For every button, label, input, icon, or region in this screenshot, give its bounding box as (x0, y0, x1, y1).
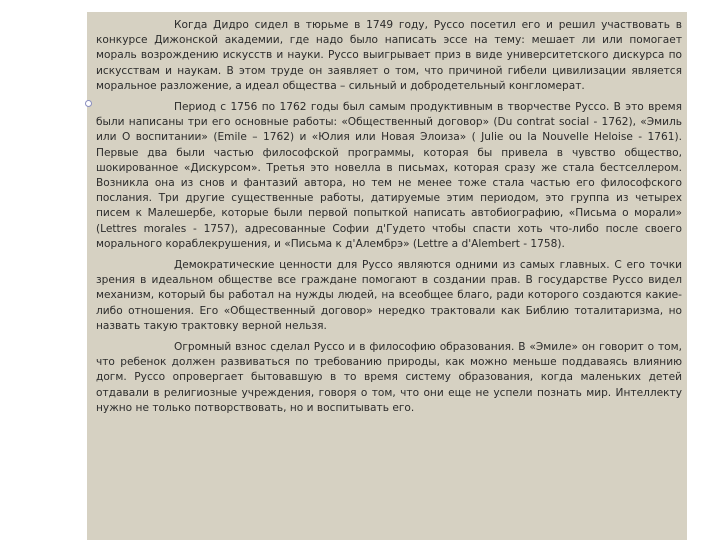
bullet-circle-icon (85, 100, 92, 107)
paragraph-democratic-values: Демократические ценности для Руссо являются одними из самых главных. С его точки зрения в идеальном обществе все граждане помогают в создании прав. В государстве Руссо видел механизм, который бы работал на нужды людей, на всеобщее благо, ради которого создаются какие-либо отношения. Его «Общественный договор» нередко трактовали как Библию тоталитаризма, но назвать такую трактовку верной нельзя. (96, 259, 682, 332)
paragraph-education-philosophy: Огромный взнос сделал Руссо и в философию образования. В «Эмиле» он говорит о том, что ребенок должен развиваться по требованию природы, как можно меньше поддаваясь влиянию догм. Руссо опровергает бытовавшую в то время систему образования, когда маленьких детей отдавали в религиозные учреждения, говоря о том, что они еще не успели познать мир. Интеллекту нужно не только потворствовать, но и воспитывать его. (96, 341, 682, 414)
paragraph-productive-period: Период с 1756 по 1762 годы был самым продуктивным в творчестве Руссо. В это время были написаны три его основные работы: «Общественный договор» (Du contrat social - 1762), «Эмиль или О воспитании» (Emile – 1762) и «Юлия или Новая Элоиза» ( Julie ou la Nouvelle Heloise - 1761). Первые два были частью философской программы, которая бы привела в чувство общество, шокированное «Дискурсом». Третья это новелла в письмах, которая сразу же стала бестселлером. Возникла она из снов и фантазий автора, но тем не менее тоже стала частью его философского послания. Три другие существенные работы, датируемые этим периодом, это группа из четырех писем к Малешербе, которые были первой попыткой написать автобиографию, «Письма о морали» (Lettres morales - 1757), адресованные Софии д'Гудето чтобы спасти хоть что-либо после своего морального кораблекрушения, и «Письма к д'Алембрэ» (Lettre a d'Alembert - 1758). (96, 101, 682, 250)
slide-body-text (96, 18, 682, 422)
paragraph-diderot-contest: Когда Дидро сидел в тюрьме в 1749 году, Руссо посетил его и решил участвовать в конкурсе Дижонской академии, где надо было написать эссе на тему: мешает ли или помогает мораль возрождению искусств и науки. Руссо выигрывает приз в виде университетского дискурса по искусствам и наукам. В этом труде он заявляет о том, что причиной гибели цивилизации является моральное разложение, а идеал общества – сильный и добродетельный конгломерат. (96, 19, 682, 92)
